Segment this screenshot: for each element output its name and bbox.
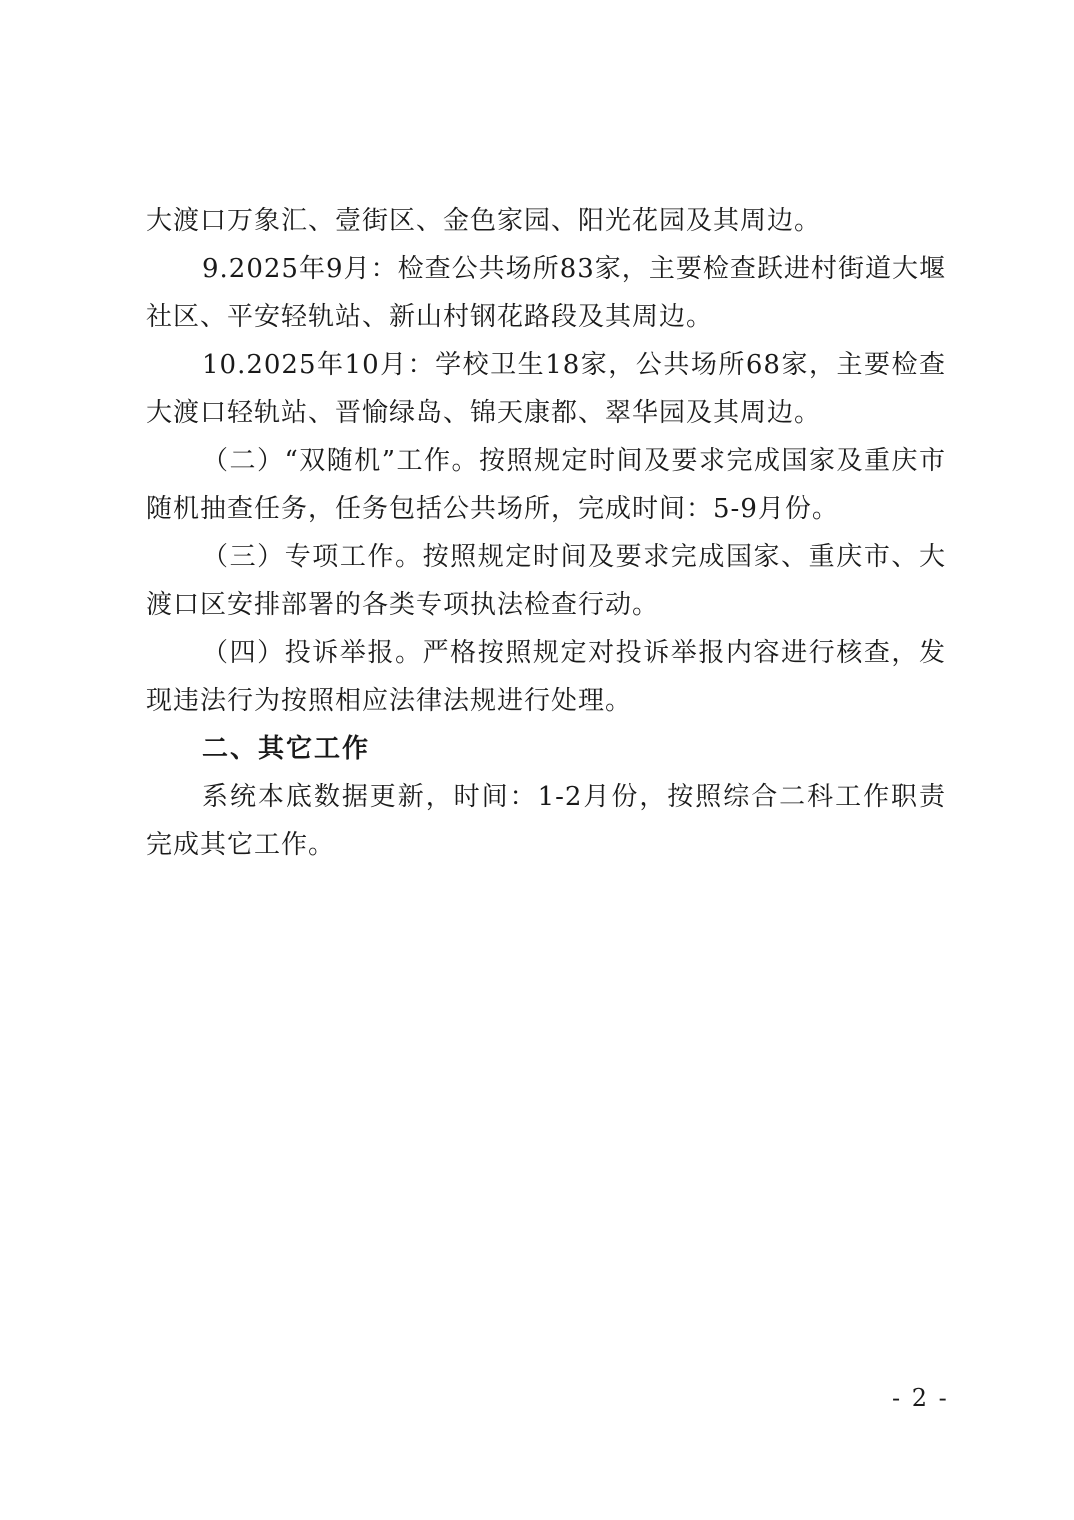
paragraph-complaints: （四）投诉举报。严格按照规定对投诉举报内容进行核查，发现违法行为按照相应法律法规进行处理。 [146,638,946,716]
continuation-paragraph: 大渡口万象汇、壹街区、金色家园、阳光花园及其周边。 [146,206,822,236]
paragraph-other-work: 系统本底数据更新，时间：1-2月份，按照综合二科工作职责完成其它工作。 [146,782,946,860]
paragraph-double-random: （二）“双随机”工作。按照规定时间及要求完成国家及重庆市随机抽查任务，任务包括公共场所，完成时间：5-9月份。 [146,446,946,524]
document-body [146,197,946,869]
paragraph-october: 10.2025年10月：学校卫生18家，公共场所68家，主要检查大渡口轻轨站、晋愉绿岛、锦天康都、翠华园及其周边。 [146,350,946,428]
paragraph-special-work: （三）专项工作。按照规定时间及要求完成国家、重庆市、大渡口区安排部署的各类专项执法检查行动。 [146,542,946,620]
paragraph-september: 9.2025年9月：检查公共场所83家，主要检查跃进村街道大堰社区、平安轻轨站、新山村钢花路段及其周边。 [146,254,946,332]
section-heading: 二、其它工作 [202,734,371,764]
page-number: - 2 - [892,1384,949,1412]
